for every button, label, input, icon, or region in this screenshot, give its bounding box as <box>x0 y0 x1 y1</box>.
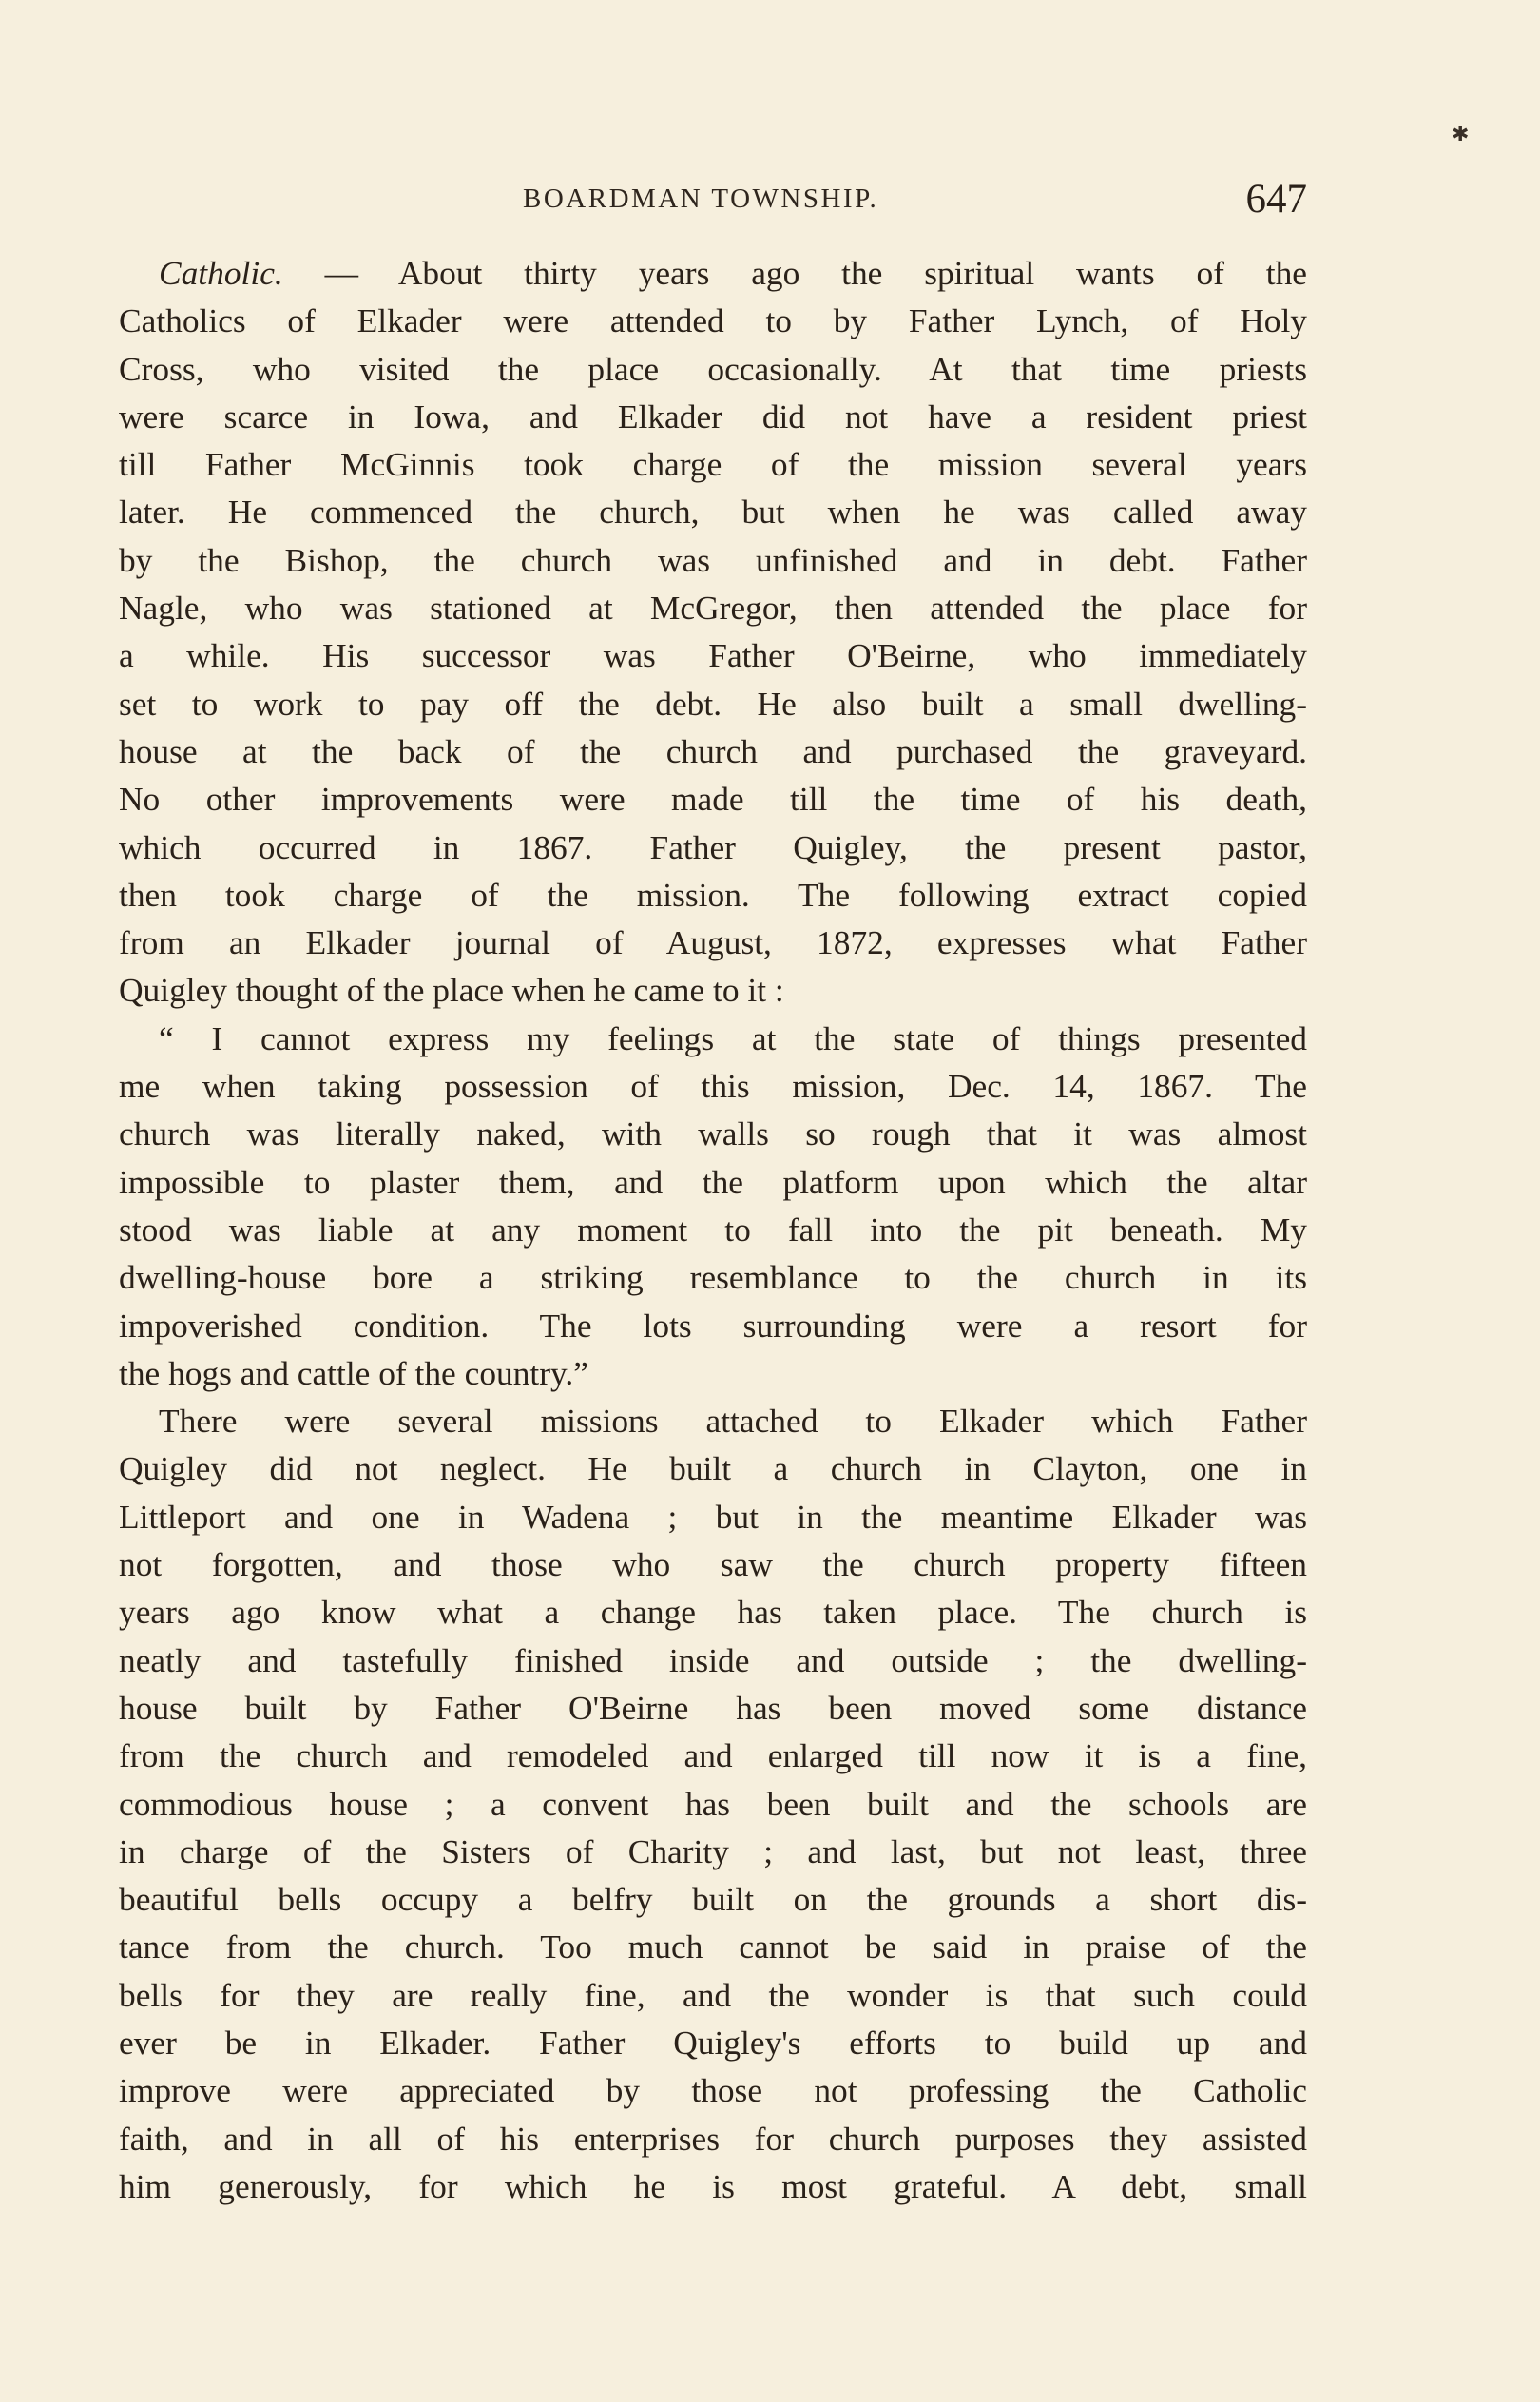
text-line: Cross, who visited the place occasionally. At that time priests <box>119 349 1307 388</box>
quote-line: impossible to plaster them, and the platform upon which the altar <box>119 1162 1307 1201</box>
text-line: which occurred in 1867. Father Quigley, the present pastor, <box>119 827 1307 866</box>
quote-line: impoverished condition. The lots surrounding were a resort for <box>119 1306 1307 1345</box>
text-line: No other improvements were made till the time of his death, <box>119 780 1307 819</box>
text-line: Catholics of Elkader were attended to by Father Lynch, of Holy <box>119 301 1307 340</box>
text-line: faith, and in all of his enterprises for church purposes they assisted <box>119 2119 1307 2158</box>
body-text <box>119 249 1307 2210</box>
page-number: 647 <box>1245 177 1307 222</box>
text-line: till Father McGinnis took charge of the mission several years <box>119 445 1307 484</box>
text-line: Quigley thought of the place when he came to it : <box>119 971 784 1010</box>
text-line: years ago know what a change has taken place. The church is <box>119 1593 1307 1632</box>
text-line: beautiful bells occupy a belfry built on the grounds a short dis- <box>119 1880 1307 1919</box>
text-line: were scarce in Iowa, and Elkader did not have a resident priest <box>119 397 1307 436</box>
text-line: from an Elkader journal of August, 1872, expresses what Father <box>119 923 1307 962</box>
quote-line: me when taking possession of this mission, Dec. 14, 1867. The <box>119 1067 1307 1106</box>
text-line-1 <box>119 249 1307 297</box>
running-head: BOARDMAN TOWNSHIP. <box>523 184 879 214</box>
quote-line: dwelling-house bore a striking resemblance to the church in its <box>119 1258 1307 1297</box>
page-header <box>119 176 1307 222</box>
text-line: improve were appreciated by those not professing the Catholic <box>119 2071 1307 2110</box>
text-line: by the Bishop, the church was unfinished and in debt. Father <box>119 540 1307 579</box>
text-line: Littleport and one in Wadena ; but in the meantime Elkader was <box>119 1497 1307 1536</box>
text-line: house at the back of the church and purchased the graveyard. <box>119 731 1307 770</box>
text-line: later. He commenced the church, but when he was called away <box>119 493 1307 532</box>
quote-line: church was literally naked, with walls so rough that it was almost <box>119 1114 1307 1153</box>
text-line: commodious house ; a convent has been built and the schools are <box>119 1784 1307 1823</box>
text-line: a while. His successor was Father O'Beirne, who immediately <box>119 636 1307 675</box>
section-heading: Catholic. <box>159 254 283 292</box>
text-line: tance from the church. Too much cannot be said in praise of the <box>119 1927 1307 1966</box>
text-line: Nagle, who was stationed at McGregor, then attended the place for <box>119 589 1307 628</box>
text-line: not forgotten, and those who saw the church property fifteen <box>119 1545 1307 1584</box>
text-line: house built by Father O'Beirne has been moved some distance <box>119 1688 1307 1727</box>
text-line: set to work to pay off the debt. He also built a small dwelling- <box>119 684 1307 723</box>
quote-line: the hogs and cattle of the country.” <box>119 1353 588 1392</box>
text-line: then took charge of the mission. The following extract copied <box>119 875 1307 914</box>
text-line: Quigley did not neglect. He built a church in Clayton, one in <box>119 1449 1307 1488</box>
quote-line: “ I cannot express my feelings at the state of things presented <box>159 1018 1307 1057</box>
corner-mark: ✱ <box>1452 122 1470 145</box>
text-line: in charge of the Sisters of Charity ; and last, but not least, three <box>119 1831 1307 1870</box>
text-line: from the church and remodeled and enlarged till now it is a fine, <box>119 1736 1307 1775</box>
text-line: There were several missions attached to Elkader which Father <box>159 1402 1307 1441</box>
text-line: bells for they are really fine, and the wonder is that such could <box>119 1975 1307 2014</box>
quote-line: stood was liable at any moment to fall into the pit beneath. My <box>119 1210 1307 1249</box>
text-line-1-content: — About thirty years ago the spiritual wants of the <box>282 254 1307 292</box>
text-line: him generously, for which he is most grateful. A debt, small <box>119 2166 1307 2205</box>
text-line: neatly and tastefully finished inside and outside ; the dwelling- <box>119 1640 1307 1679</box>
text-line: ever be in Elkader. Father Quigley's efforts to build up and <box>119 2023 1307 2062</box>
